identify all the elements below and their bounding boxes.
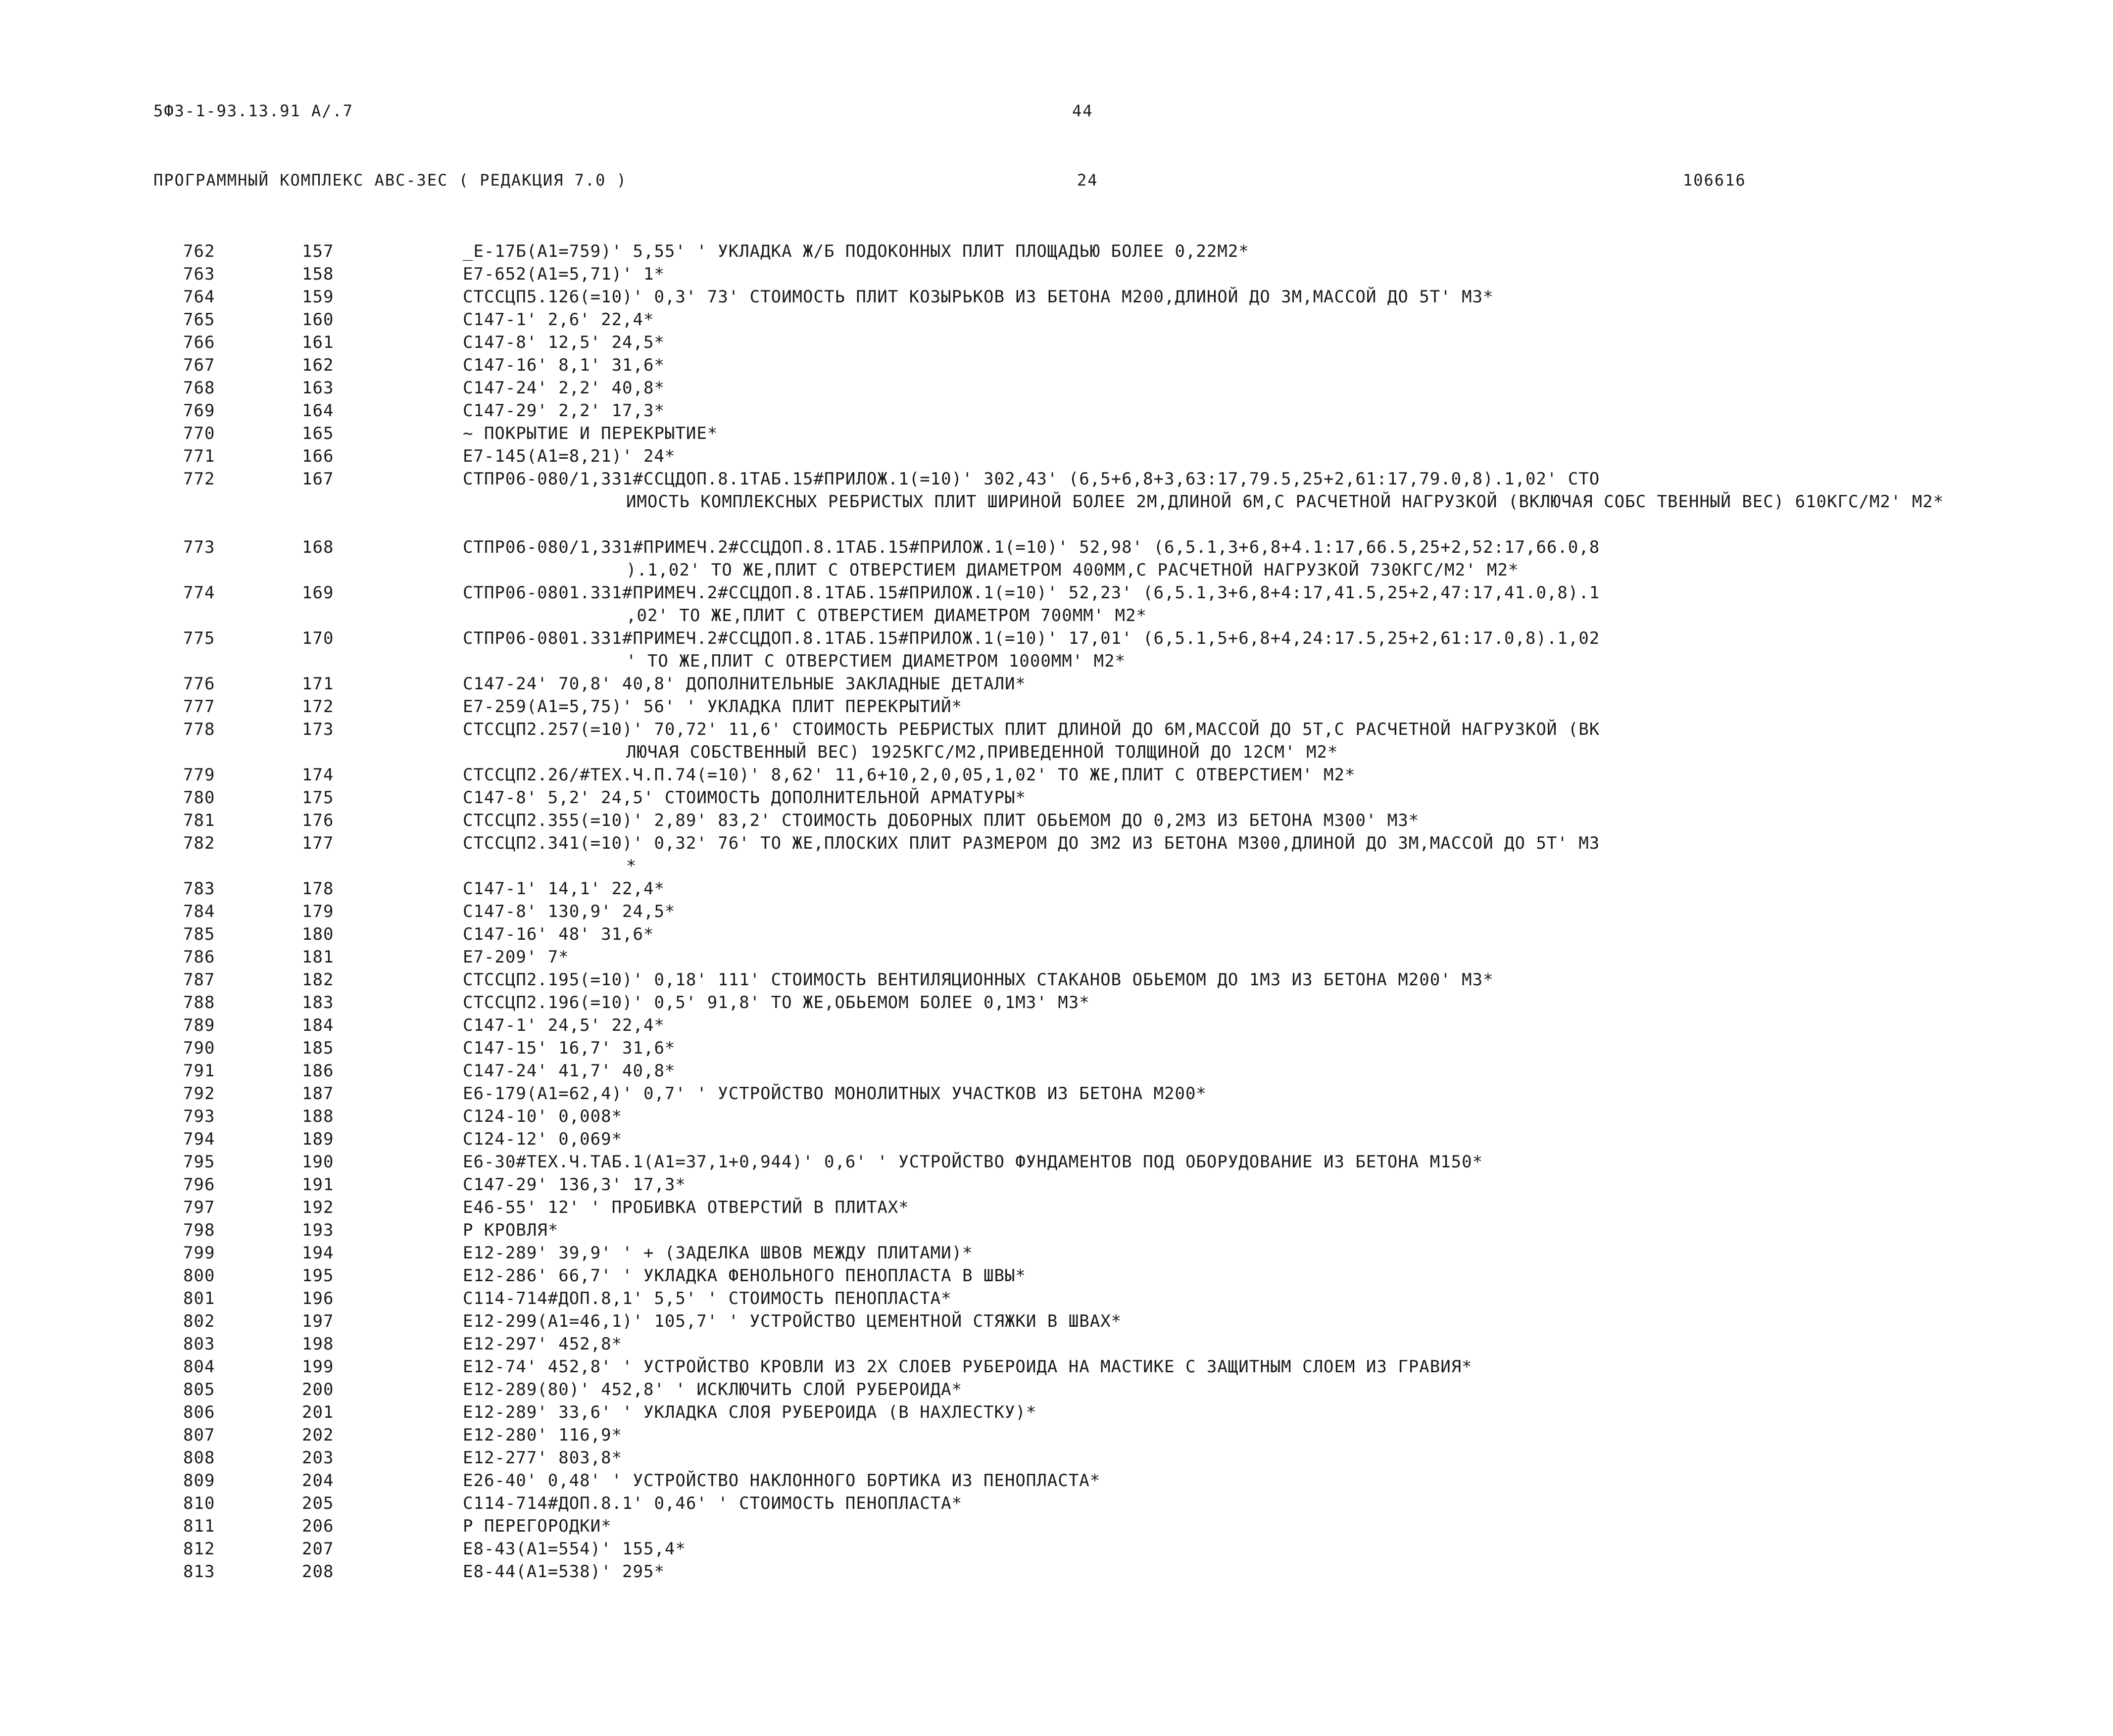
line-number: 770: [183, 424, 215, 443]
listing-row: [183, 1128, 1990, 1151]
line-number: 799: [183, 1243, 215, 1263]
line-number: 809: [183, 1471, 215, 1491]
line-number: 808: [183, 1448, 215, 1468]
line-number: 787: [183, 970, 215, 990]
line-number: 783: [183, 879, 215, 899]
line-number: 766: [183, 333, 215, 352]
line-number: 812: [183, 1539, 215, 1559]
record-text-main: СТССЦП5.126(=10)' 0,3' 73' СТОИМОСТЬ ПЛИТ КОЗЫРЬКОВ ИЗ БЕТОНА М200,ДЛИНОЙ ДО 3М,МАССОЙ ДО 5Т' М3*: [463, 287, 1494, 307]
listing-row: [183, 1242, 1990, 1264]
listing-row: [183, 1333, 1990, 1355]
line-number: 798: [183, 1220, 215, 1240]
record-text: [463, 923, 2113, 946]
listing-row: [183, 581, 1990, 627]
record-text: [463, 1242, 2113, 1264]
record-text-main: С114-714#ДОП.8,1' 5,5' ' СТОИМОСТЬ ПЕНОПЛАСТА*: [463, 1289, 952, 1308]
sequence-number: 158: [302, 264, 334, 284]
line-number: 811: [183, 1516, 215, 1536]
record-text-main: С147-1' 2,6' 22,4*: [463, 310, 654, 330]
record-text-main: Е12-289' 39,9' ' + (ЗАДЕЛКА ШВОВ МЕЖДУ ПЛИТАМИ)*: [463, 1243, 973, 1263]
listing-row: [183, 877, 1990, 900]
sequence-number: 179: [302, 902, 334, 921]
listing-row: [183, 399, 1990, 422]
record-text-main: СТПР06-080/1,331#ПРИМЕЧ.2#ССЦДОП.8.1ТАБ.15#ПРИЛОЖ.1(=10)' 52,98' (6,5.1,3+6,8+4.1:17,66.5,25+2,52:17,66.0,8: [463, 537, 1600, 557]
sequence-number: 181: [302, 947, 334, 967]
record-text: [463, 1151, 2113, 1173]
record-text-main: С147-24' 41,7' 40,8*: [463, 1061, 676, 1081]
sequence-number: 173: [302, 720, 334, 739]
record-text-main: СТПР06-080/1,331#ССЦДОП.8.1ТАБ.15#ПРИЛОЖ.1(=10)' 302,43' (6,5+6,8+3,63:17,79.5,25+2,61:17,79.0,8).1,02' СТО: [463, 469, 1600, 489]
line-number: 776: [183, 674, 215, 694]
sequence-number: 200: [302, 1380, 334, 1399]
sequence-number: 171: [302, 674, 334, 694]
record-text: [463, 240, 2113, 263]
record-text-main: Е7-652(А1=5,71)' 1*: [463, 264, 665, 284]
sequence-number: 186: [302, 1061, 334, 1081]
record-text: [463, 1310, 2113, 1333]
sequence-number: 176: [302, 811, 334, 830]
listing-row: [183, 923, 1990, 946]
record-text-continuation: ЛЮЧАЯ СОБСТВЕННЫЙ ВЕС) 1925КГС/М2,ПРИВЕДЕННОЙ ТОЛЩИНОЙ ДО 12СМ' М2*: [626, 742, 1338, 762]
line-number: 807: [183, 1425, 215, 1445]
sequence-number: 184: [302, 1015, 334, 1035]
record-text-main: С147-15' 16,7' 31,6*: [463, 1038, 676, 1058]
record-text-main: С147-16' 48' 31,6*: [463, 924, 654, 944]
sequence-number: 202: [302, 1425, 334, 1445]
record-text: [463, 900, 2113, 923]
listing-row: [183, 286, 1990, 308]
record-text: [463, 1037, 2113, 1060]
record-text-main: Е8-44(А1=538)' 295*: [463, 1562, 665, 1582]
record-text: [463, 991, 2113, 1014]
record-text-main: С147-16' 8,1' 31,6*: [463, 355, 665, 375]
record-text-continuation: ,02' ТО ЖЕ,ПЛИТ С ОТВЕРСТИЕМ ДИАМЕТРОМ 700ММ' М2*: [626, 606, 1147, 626]
sequence-number: 198: [302, 1334, 334, 1354]
record-text-main: С147-24' 2,2' 40,8*: [463, 378, 665, 398]
line-number: 792: [183, 1084, 215, 1104]
record-text: [463, 422, 2113, 445]
record-text: [463, 1560, 2113, 1583]
record-text-main: ~ ПОКРЫТИЕ И ПЕРЕКРЫТИЕ*: [463, 424, 718, 443]
line-number: 789: [183, 1015, 215, 1035]
sequence-number: 191: [302, 1175, 334, 1195]
sequence-number: 205: [302, 1494, 334, 1513]
sequence-number: 175: [302, 788, 334, 808]
record-text-main: С147-29' 136,3' 17,3*: [463, 1175, 686, 1195]
listing-row: [183, 536, 1990, 581]
listing-row: [183, 1310, 1990, 1333]
sequence-number: 160: [302, 310, 334, 330]
record-text-main: С124-12' 0,069*: [463, 1129, 623, 1149]
listing-row: [183, 1447, 1990, 1469]
line-number: 796: [183, 1175, 215, 1195]
record-text: [463, 1287, 2113, 1310]
listing-row: [183, 1469, 1990, 1492]
record-text-main: С147-1' 24,5' 22,4*: [463, 1015, 665, 1035]
sequence-number: 192: [302, 1198, 334, 1217]
record-text: [463, 764, 2113, 786]
program-title: ПРОГРАММНЫЙ КОМПЛЕКС АВС-3ЕС ( РЕДАКЦИЯ 7.0 ): [153, 171, 627, 190]
record-text-main: Е12-289' 33,6' ' УКЛАДКА СЛОЯ РУБЕРОИДА (В НАХЛЕСТКУ)*: [463, 1402, 1037, 1422]
line-number: 790: [183, 1038, 215, 1058]
line-number: 810: [183, 1494, 215, 1513]
record-text: [463, 946, 2113, 968]
record-text: [463, 1173, 2113, 1196]
line-number: 782: [183, 833, 215, 853]
line-number: 806: [183, 1402, 215, 1422]
record-text-main: СТССЦП2.26/#ТЕХ.Ч.П.74(=10)' 8,62' 11,6+10,2,0,05,1,02' ТО ЖЕ,ПЛИТ С ОТВЕРСТИЕМ' М2*: [463, 765, 1356, 785]
record-text: [463, 1447, 2113, 1469]
record-text-main: С124-10' 0,008*: [463, 1107, 623, 1126]
record-text: [463, 445, 2113, 468]
record-text-main: Е12-286' 66,7' ' УКЛАДКА ФЕНОЛЬНОГО ПЕНОПЛАСТА В ШВЫ*: [463, 1266, 1026, 1286]
sequence-number: 163: [302, 378, 334, 398]
record-text: [463, 1469, 2113, 1492]
listing-row: [183, 809, 1990, 832]
listing-row: [183, 1264, 1990, 1287]
line-number: 813: [183, 1562, 215, 1582]
document-number: 106616: [1683, 171, 1746, 190]
record-text-continuation: ИМОСТЬ КОМПЛЕКСНЫХ РЕБРИСТЫХ ПЛИТ ШИРИНОЙ БОЛЕЕ 2М,ДЛИНОЙ 6М,С РАСЧЕТНОЙ НАГРУЗКОЙ (ВКЛЮЧАЯ СОБС ТВЕННЫЙ ВЕС) 610КГС/М2' М2*: [626, 492, 1944, 512]
sequence-number: 190: [302, 1152, 334, 1172]
record-text: [463, 1355, 2113, 1378]
record-text-main: Е6-30#ТЕХ.Ч.ТАБ.1(А1=37,1+0,944)' 0,6' ' УСТРОЙСТВО ФУНДАМЕНТОВ ПОД ОБОРУДОВАНИЕ ИЗ БЕТОНА М150*: [463, 1152, 1483, 1172]
record-text-main: С147-8' 12,5' 24,5*: [463, 333, 665, 352]
line-number: 778: [183, 720, 215, 739]
line-number: 769: [183, 401, 215, 421]
page-number: 44: [1072, 101, 1093, 120]
sequence-number: 194: [302, 1243, 334, 1263]
record-text-main: Е12-299(А1=46,1)' 105,7' ' УСТРОЙСТВО ЦЕМЕНТНОЙ СТЯЖКИ В ШВАХ*: [463, 1311, 1122, 1331]
line-number: 805: [183, 1380, 215, 1399]
sequence-number: 204: [302, 1471, 334, 1491]
listing-row: [183, 1401, 1990, 1424]
line-number: 773: [183, 537, 215, 557]
listing-row: [183, 468, 1990, 536]
record-text-main: СТССЦП2.355(=10)' 2,89' 83,2' СТОИМОСТЬ ДОБОРНЫХ ПЛИТ ОБЬЕМОМ ДО 0,2М3 ИЗ БЕТОНА М300' М3*: [463, 811, 1420, 830]
sequence-number: 187: [302, 1084, 334, 1104]
sequence-number: 178: [302, 879, 334, 899]
line-number: 800: [183, 1266, 215, 1286]
record-text: [463, 1378, 2113, 1401]
line-number: 801: [183, 1289, 215, 1308]
record-text-main: Е7-259(А1=5,75)' 56' ' УКЛАДКА ПЛИТ ПЕРЕКРЫТИЙ*: [463, 697, 963, 717]
sequence-number: 193: [302, 1220, 334, 1240]
record-text-main: СТССЦП2.195(=10)' 0,18' 111' СТОИМОСТЬ ВЕНТИЛЯЦИОННЫХ СТАКАНОВ ОБЬЕМОМ ДО 1М3 ИЗ БЕТОНА М200' М3*: [463, 970, 1494, 990]
record-text-continuation: *: [626, 856, 637, 876]
listing-row: [183, 1538, 1990, 1560]
line-number: 763: [183, 264, 215, 284]
record-text: [463, 581, 2113, 627]
listing-row: [183, 673, 1990, 695]
record-text-main: С147-8' 130,9' 24,5*: [463, 902, 676, 921]
record-text: [463, 673, 2113, 695]
line-number: 797: [183, 1198, 215, 1217]
sequence-number: 201: [302, 1402, 334, 1422]
sequence-number: 170: [302, 628, 334, 648]
record-text: [463, 1082, 2113, 1105]
line-number: 777: [183, 697, 215, 717]
sequence-number: 208: [302, 1562, 334, 1582]
listing-row: [183, 1105, 1990, 1128]
sequence-number: 183: [302, 993, 334, 1013]
line-number: 804: [183, 1357, 215, 1377]
record-text: [463, 468, 2113, 513]
record-text-main: СТПР06-0801.331#ПРИМЕЧ.2#ССЦДОП.8.1ТАБ.15#ПРИЛОЖ.1(=10)' 17,01' (6,5.1,5+6,8+4,24:17.5,25+2,61:17.0,8).1,02: [463, 628, 1600, 648]
record-text: [463, 1128, 2113, 1151]
sequence-number: 180: [302, 924, 334, 944]
sequence-number: 203: [302, 1448, 334, 1468]
line-number: 785: [183, 924, 215, 944]
sequence-number: 159: [302, 287, 334, 307]
record-text-main: С114-714#ДОП.8.1' 0,46' ' СТОИМОСТЬ ПЕНОПЛАСТА*: [463, 1494, 963, 1513]
line-number: 775: [183, 628, 215, 648]
sequence-number: 157: [302, 241, 334, 261]
record-text: [463, 718, 2113, 764]
record-text: [463, 354, 2113, 377]
listing-row: [183, 1287, 1990, 1310]
sequence-number: 164: [302, 401, 334, 421]
record-text: [463, 968, 2113, 991]
record-text-main: Е12-289(80)' 452,8' ' ИСКЛЮЧИТЬ СЛОЙ РУБЕРОИДА*: [463, 1380, 963, 1399]
sequence-number: 174: [302, 765, 334, 785]
record-text: [463, 377, 2113, 399]
sequence-number: 177: [302, 833, 334, 853]
listing-row: [183, 627, 1990, 673]
sequence-number: 206: [302, 1516, 334, 1536]
sequence-number: 166: [302, 446, 334, 466]
record-text: [463, 1014, 2113, 1037]
line-number: 771: [183, 446, 215, 466]
record-text-main: Е6-179(А1=62,4)' 0,7' ' УСТРОЙСТВО МОНОЛИТНЫХ УЧАСТКОВ ИЗ БЕТОНА М200*: [463, 1084, 1207, 1104]
listing-row: [183, 422, 1990, 445]
record-text-continuation: ' ТО ЖЕ,ПЛИТ С ОТВЕРСТИЕМ ДИАМЕТРОМ 1000ММ' М2*: [626, 651, 1126, 671]
line-number: 765: [183, 310, 215, 330]
record-text: [463, 627, 2113, 673]
record-text: [463, 1333, 2113, 1355]
record-text: [463, 1401, 2113, 1424]
sequence-number: 169: [302, 583, 334, 603]
record-text-main: С147-29' 2,2' 17,3*: [463, 401, 665, 421]
sheet-number: 24: [1077, 171, 1098, 190]
line-number: 803: [183, 1334, 215, 1354]
listing-row: [183, 240, 1990, 263]
record-text-main: _Е-17Б(А1=759)' 5,55' ' УКЛАДКА Ж/Б ПОДОКОННЫХ ПЛИТ ПЛОЩАДЬЮ БОЛЕЕ 0,22М2*: [463, 241, 1249, 261]
listing-row: [183, 968, 1990, 991]
sequence-number: 195: [302, 1266, 334, 1286]
record-text-main: Е12-297' 452,8*: [463, 1334, 623, 1354]
line-number: 784: [183, 902, 215, 921]
sequence-number: 182: [302, 970, 334, 990]
listing-row: [183, 331, 1990, 354]
sequence-number: 161: [302, 333, 334, 352]
sequence-number: 168: [302, 537, 334, 557]
sequence-number: 207: [302, 1539, 334, 1559]
record-text-main: С147-8' 5,2' 24,5' СТОИМОСТЬ ДОПОЛНИТЕЛЬНОЙ АРМАТУРЫ*: [463, 788, 1026, 808]
record-text: [463, 263, 2113, 286]
line-number: 794: [183, 1129, 215, 1149]
listing-row: [183, 1378, 1990, 1401]
record-text-main: Р КРОВЛЯ*: [463, 1220, 559, 1240]
listing-row: [183, 1082, 1990, 1105]
listing-row: [183, 1060, 1990, 1082]
record-text: [463, 331, 2113, 354]
record-text: [463, 1515, 2113, 1538]
listing-row: [183, 991, 1990, 1014]
line-number: 781: [183, 811, 215, 830]
record-text-main: С147-1' 14,1' 22,4*: [463, 879, 665, 899]
line-number: 795: [183, 1152, 215, 1172]
record-text: [463, 695, 2113, 718]
line-number: 764: [183, 287, 215, 307]
listing-row: [183, 377, 1990, 399]
line-number: 802: [183, 1311, 215, 1331]
listing-row: [183, 1173, 1990, 1196]
line-number: 774: [183, 583, 215, 603]
record-text: [463, 1538, 2113, 1560]
record-text-continuation: ).1,02' ТО ЖЕ,ПЛИТ С ОТВЕРСТИЕМ ДИАМЕТРОМ 400ММ,С РАСЧЕТНОЙ НАГРУЗКОЙ 730КГС/М2' М2*: [626, 560, 1519, 580]
record-text: [463, 308, 2113, 331]
listing-row: [183, 354, 1990, 377]
record-text: [463, 1264, 2113, 1287]
listing-row: [183, 695, 1990, 718]
record-text-main: СТПР06-0801.331#ПРИМЕЧ.2#ССЦДОП.8.1ТАБ.15#ПРИЛОЖ.1(=10)' 52,23' (6,5.1,3+6,8+4:17,41.5,25+2,47:17,41.0,8).1: [463, 583, 1600, 603]
listing-row: [183, 1560, 1990, 1583]
record-text: [463, 536, 2113, 581]
record-text: [463, 832, 2113, 877]
line-number: 793: [183, 1107, 215, 1126]
record-text-main: Е46-55' 12' ' ПРОБИВКА ОТВЕРСТИЙ В ПЛИТАХ*: [463, 1198, 909, 1217]
record-text: [463, 786, 2113, 809]
record-text: [463, 1492, 2113, 1515]
listing-row: [183, 1014, 1990, 1037]
record-text-main: Е26-40' 0,48' ' УСТРОЙСТВО НАКЛОННОГО БОРТИКА ИЗ ПЕНОПЛАСТА*: [463, 1471, 1101, 1491]
line-number: 762: [183, 241, 215, 261]
sequence-number: 188: [302, 1107, 334, 1126]
line-number: 768: [183, 378, 215, 398]
record-text: [463, 399, 2113, 422]
record-text: [463, 286, 2113, 308]
record-text: [463, 1196, 2113, 1219]
listing-row: [183, 1515, 1990, 1538]
listing-row: [183, 263, 1990, 286]
record-text-main: Е7-145(А1=8,21)' 24*: [463, 446, 676, 466]
listing-row: [183, 832, 1990, 877]
listing-row: [183, 1355, 1990, 1378]
line-number: 767: [183, 355, 215, 375]
listing-row: [183, 445, 1990, 468]
record-text-main: СТССЦП2.257(=10)' 70,72' 11,6' СТОИМОСТЬ РЕБРИСТЫХ ПЛИТ ДЛИНОЙ ДО 6М,МАССОЙ ДО 5Т,С РАСЧЕТНОЙ НАГРУЗКОЙ (ВК: [463, 720, 1600, 739]
sequence-number: 162: [302, 355, 334, 375]
line-number: 786: [183, 947, 215, 967]
line-number: 788: [183, 993, 215, 1013]
sequence-number: 185: [302, 1038, 334, 1058]
record-text: [463, 809, 2113, 832]
listing-row: [183, 1151, 1990, 1173]
sequence-number: 167: [302, 469, 334, 489]
line-number: 780: [183, 788, 215, 808]
record-text-main: С147-24' 70,8' 40,8' ДОПОЛНИТЕЛЬНЫЕ ЗАКЛАДНЫЕ ДЕТАЛИ*: [463, 674, 1026, 694]
line-number: 791: [183, 1061, 215, 1081]
listing-row: [183, 786, 1990, 809]
record-text-main: СТССЦП2.341(=10)' 0,32' 76' ТО ЖЕ,ПЛОСКИХ ПЛИТ РАЗМЕРОМ ДО 3М2 ИЗ БЕТОНА М300,ДЛИНОЙ ДО 3М,МАССОЙ ДО 5Т' М3: [463, 833, 1600, 853]
record-text: [463, 1105, 2113, 1128]
listing-row: [183, 1219, 1990, 1242]
line-number: 772: [183, 469, 215, 489]
sequence-number: 165: [302, 424, 334, 443]
sequence-number: 189: [302, 1129, 334, 1149]
record-text-main: Р ПЕРЕГОРОДКИ*: [463, 1516, 612, 1536]
record-text-main: Е12-280' 116,9*: [463, 1425, 623, 1445]
record-text: [463, 1424, 2113, 1447]
line-number: 779: [183, 765, 215, 785]
listing-row: [183, 718, 1990, 764]
record-text: [463, 1219, 2113, 1242]
record-text-main: Е12-277' 803,8*: [463, 1448, 623, 1468]
listing-table: [183, 240, 1990, 1583]
listing-row: [183, 1037, 1990, 1060]
sequence-number: 197: [302, 1311, 334, 1331]
record-text-main: Е7-209' 7*: [463, 947, 569, 967]
sequence-number: 196: [302, 1289, 334, 1308]
listing-row: [183, 900, 1990, 923]
listing-row: [183, 1196, 1990, 1219]
sequence-number: 199: [302, 1357, 334, 1377]
listing-row: [183, 308, 1990, 331]
record-text-main: Е8-43(А1=554)' 155,4*: [463, 1539, 686, 1559]
sequence-number: 172: [302, 697, 334, 717]
listing-row: [183, 764, 1990, 786]
document-code: 5Ф3-1-93.13.91 А/.7: [153, 101, 354, 120]
listing-row: [183, 1424, 1990, 1447]
record-text: [463, 1060, 2113, 1082]
record-text-main: Е12-74' 452,8' ' УСТРОЙСТВО КРОВЛИ ИЗ 2Х СЛОЕВ РУБЕРОИДА НА МАСТИКЕ С ЗАЩИТНЫМ СЛОЕМ ИЗ ГРАВИЯ*: [463, 1357, 1473, 1377]
record-text-main: СТССЦП2.196(=10)' 0,5' 91,8' ТО ЖЕ,ОБЬЕМОМ БОЛЕЕ 0,1М3' М3*: [463, 993, 1090, 1013]
record-text: [463, 877, 2113, 900]
listing-row: [183, 946, 1990, 968]
listing-row: [183, 1492, 1990, 1515]
